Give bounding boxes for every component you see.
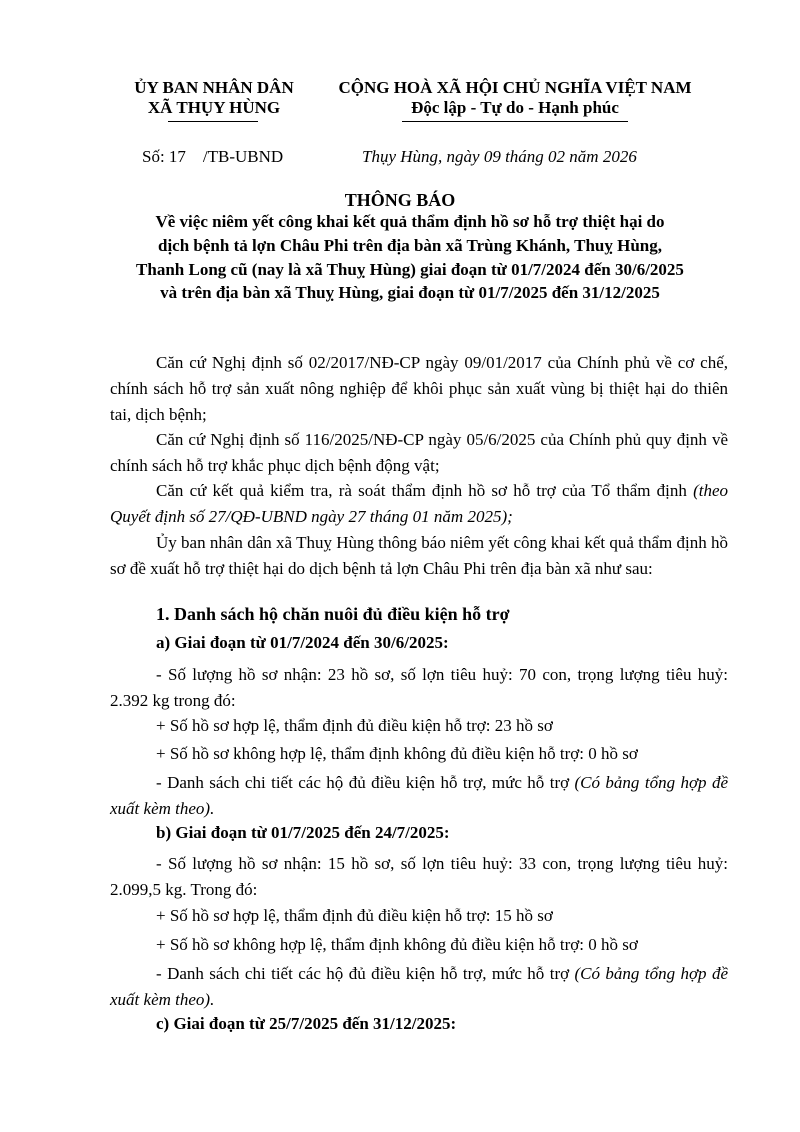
subject-line1: Về việc niêm yết công khai kết quả thẩm định hồ sơ hỗ trợ thiệt hại do	[155, 212, 665, 231]
section-a-summary: - Số lượng hồ sơ nhận: 23 hồ sơ, số lợn tiêu huỷ: 70 con, trọng lượng tiêu huỷ: 2.392 kg trong đó:	[110, 665, 728, 710]
issuer-line1: ỦY BAN NHÂN DÂN	[134, 78, 294, 97]
section-a-invalid: + Số hồ sơ không hợp lệ, thẩm định không đủ điều kiện hỗ trợ: 0 hồ sơ	[156, 744, 638, 763]
subject-line2: dịch bệnh tả lợn Châu Phi trên địa bàn xã Trùng Khánh, Thuỵ Hùng,	[157, 236, 662, 255]
section-a-heading: a) Giai đoạn từ 01/7/2024 đến 30/6/2025:	[156, 633, 449, 652]
section-a-details-note: (Có bảng tổng hợp đề xuất kèm theo).	[110, 773, 729, 818]
nation-motto: Độc lập - Tự do - Hạnh phúc	[411, 98, 619, 117]
section-1-heading: 1. Danh sách hộ chăn nuôi đủ điều kiện hỗ trợ	[156, 604, 510, 624]
section-b-details	[110, 961, 728, 1013]
section-b-valid: + Số hồ sơ hợp lệ, thẩm định đủ điều kiện hỗ trợ: 15 hồ sơ	[156, 906, 553, 925]
document-number: Số: 17 /TB-UBND	[142, 147, 284, 166]
legal-basis-2: Căn cứ Nghị định số 116/2025/NĐ-CP ngày 05/6/2025 của Chính phủ quy định về chính sách hỗ trợ khắc phục dịch bệnh động vật;	[110, 430, 728, 475]
section-a-valid: + Số hồ sơ hợp lệ, thẩm định đủ điều kiện hỗ trợ: 23 hồ sơ	[156, 716, 553, 735]
document-title: THÔNG BÁO	[344, 190, 456, 210]
legal-basis-1: Căn cứ Nghị định số 02/2017/NĐ-CP ngày 09/01/2017 của Chính phủ về cơ chế, chính sách hỗ trợ sản xuất nông nghiệp để khôi phục sản xuất vùng bị thiệt hại do thiên tai, dịch bệnh;	[110, 353, 728, 424]
subject-line3: Thanh Long cũ (nay là xã Thuỵ Hùng) giai đoạn từ 01/7/2024 đến 30/6/2025	[136, 260, 684, 279]
section-a-details-text: - Danh sách chi tiết các hộ đủ điều kiện hỗ trợ, mức hỗ trợ	[156, 773, 575, 792]
issuer-underline	[168, 121, 258, 122]
section-c-heading: c) Giai đoạn từ 25/7/2025 đến 31/12/2025:	[156, 1014, 457, 1033]
announcement-paragraph: Ủy ban nhân dân xã Thuỵ Hùng thông báo niêm yết công khai kết quả thẩm định hồ sơ đề xuất hỗ trợ thiệt hại do dịch bệnh tả lợn Châu Phi trên địa bàn xã như sau:	[110, 533, 728, 578]
subject-line4: và trên địa bàn xã Thuỵ Hùng, giai đoạn từ 01/7/2025 đến 31/12/2025	[160, 283, 660, 302]
legal-basis-3	[110, 478, 728, 530]
section-b-summary: - Số lượng hồ sơ nhận: 15 hồ sơ, số lợn tiêu huỷ: 33 con, trọng lượng tiêu huỷ: 2.099,5 kg. Trong đó:	[110, 854, 728, 899]
motto-underline	[402, 121, 628, 122]
legal-basis-3-text: Căn cứ kết quả kiểm tra, rà soát thẩm định hồ sơ hỗ trợ của Tổ thẩm định	[156, 481, 694, 500]
nation-title: CỘNG HOÀ XÃ HỘI CHỦ NGHĨA VIỆT NAM	[338, 78, 692, 97]
section-b-details-text: - Danh sách chi tiết các hộ đủ điều kiện hỗ trợ, mức hỗ trợ	[156, 964, 575, 983]
section-b-heading: b) Giai đoạn từ 01/7/2025 đến 24/7/2025:	[156, 823, 450, 842]
legal-basis-3-ref: (theo Quyết định số 27/QĐ-UBND ngày 27 tháng 01 năm 2025);	[110, 481, 728, 526]
issuer-line2: XÃ THỤY HÙNG	[147, 98, 281, 117]
document-date: Thụy Hùng, ngày 09 tháng 02 năm 2026	[362, 147, 637, 166]
section-b-details-note: (Có bảng tổng hợp đề xuất kèm theo).	[110, 964, 729, 1009]
section-b-invalid: + Số hồ sơ không hợp lệ, thẩm định không đủ điều kiện hỗ trợ: 0 hồ sơ	[156, 935, 638, 954]
section-a-details	[110, 770, 728, 822]
